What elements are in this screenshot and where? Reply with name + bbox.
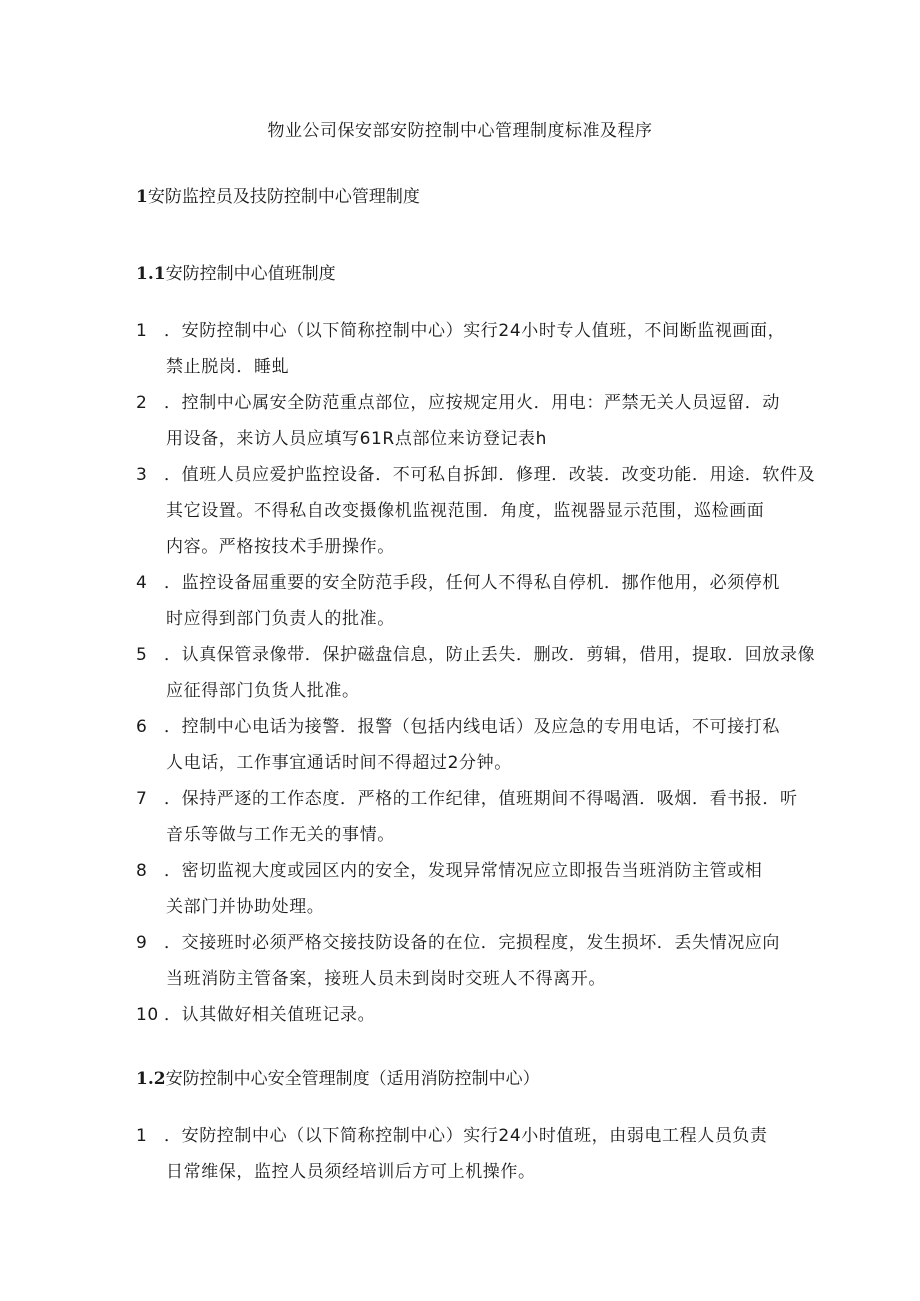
list-item-text-line: ．监控设备屈重要的安全防范手段，任何人不得私自停机．挪作他用，必须停机 <box>164 573 780 593</box>
section-1-1-list <box>0 313 920 1033</box>
section-1-2-title: 安防控制中心安全管理制度（适用消防控制中心） <box>165 1069 540 1089</box>
list-item-text-line: ．安防控制中心（以下简称控制中心）实行24小时专人值班，不间断监视画面， <box>164 321 786 341</box>
list-item <box>0 853 920 925</box>
list-item-text-line: 禁止脱岗．睡虬 <box>166 357 290 377</box>
section-1-1-heading <box>136 259 336 284</box>
list-item-text-line: 日常维保，监控人员须经培训后方可上机操作。 <box>166 1162 536 1182</box>
document-title: 物业公司保安部安防控制中心管理制度标准及程序 <box>267 121 653 141</box>
list-item-text-line: ．认其做好相关值班记录。 <box>164 1005 376 1025</box>
list-item <box>0 637 920 709</box>
list-item-number: 3 <box>136 465 148 485</box>
list-item <box>0 457 920 565</box>
list-item-text-line: ．值班人员应爱护监控设备．不可私自拆卸．修理．改装．改变功能．用途．软件及 <box>164 465 816 485</box>
section-1-2-number: 1.2 <box>136 1069 166 1089</box>
list-item-text-line: ．保持严逐的工作态度．严格的工作纪律，值班期间不得喝酒．吸烟．看书报．听 <box>164 789 798 809</box>
list-item <box>0 925 920 997</box>
list-item-number: 4 <box>136 573 148 593</box>
list-item <box>0 565 920 637</box>
list-item-text-line: ．控制中心属安全防范重点部位，应按规定用火．用电：严禁无关人员逗留．动 <box>164 393 780 413</box>
list-item-number: 1 <box>136 1126 148 1146</box>
list-item-text-line: ．安防控制中心（以下简称控制中心）实行24小时值班，由弱电工程人员负责 <box>164 1126 768 1146</box>
list-item-text-line: ．控制中心电话为接警．报警（包括内线电话）及应急的专用电话，不可接打私 <box>164 717 780 737</box>
list-item <box>0 313 920 385</box>
list-item-number: 8 <box>136 861 148 881</box>
section-1-2-heading <box>136 1064 540 1089</box>
list-item-text-line: ．认真保管录像带．保护磁盘信息，防止丢失．删改．剪辑，借用，提取．回放录像 <box>164 645 816 665</box>
list-item-number: 9 <box>136 933 148 953</box>
section-1-number: 1 <box>136 187 148 207</box>
section-1-1-number: 1.1 <box>136 264 166 284</box>
list-item-text-line: 人电话，工作事宜通话时间不得超过2分钟。 <box>166 753 512 773</box>
list-item-number: 10 <box>136 1005 159 1025</box>
list-item-number: 7 <box>136 789 148 809</box>
section-1-title: 安防监控员及技防控制中心管理制度 <box>147 187 420 207</box>
section-1-2-list <box>0 1118 920 1190</box>
list-item-number: 2 <box>136 393 148 413</box>
list-item-text-line: 其它设置。不得私自改变摄像机监视范围．角度，监视器显示范围，巡检画面 <box>166 501 765 521</box>
list-item-text-line: 用设备，来访人员应填写61R点部位来访登记表h <box>166 429 548 449</box>
list-item <box>0 709 920 781</box>
list-item <box>0 385 920 457</box>
list-item <box>0 781 920 853</box>
list-item-number: 6 <box>136 717 148 737</box>
list-item-text-line: 关部门并协助处理。 <box>166 897 325 917</box>
list-item-text-line: 时应得到部门负责人的批准。 <box>166 609 395 629</box>
section-1-heading <box>136 182 420 207</box>
section-1-1-title: 安防控制中心值班制度 <box>165 264 336 284</box>
list-item-text-line: 应征得部门负货人批准。 <box>166 681 360 701</box>
list-item-number: 5 <box>136 645 148 665</box>
list-item-number: 1 <box>136 321 148 341</box>
list-item-text-line: 内容。严格按技术手册操作。 <box>166 537 395 557</box>
list-item-text-line: 音乐等做与工作无关的事情。 <box>166 825 395 845</box>
list-item <box>0 1118 920 1190</box>
list-item-text-line: ．密切监视大度或园区内的安全，发现异常情况应立即报告当班消防主管或相 <box>164 861 763 881</box>
list-item <box>0 997 920 1033</box>
list-item-text-line: 当班消防主管备案，接班人员未到岗时交班人不得离开。 <box>166 969 606 989</box>
list-item-text-line: ．交接班时必须严格交接技防设备的在位．完损程度，发生损坏．丢失情况应向 <box>164 933 780 953</box>
